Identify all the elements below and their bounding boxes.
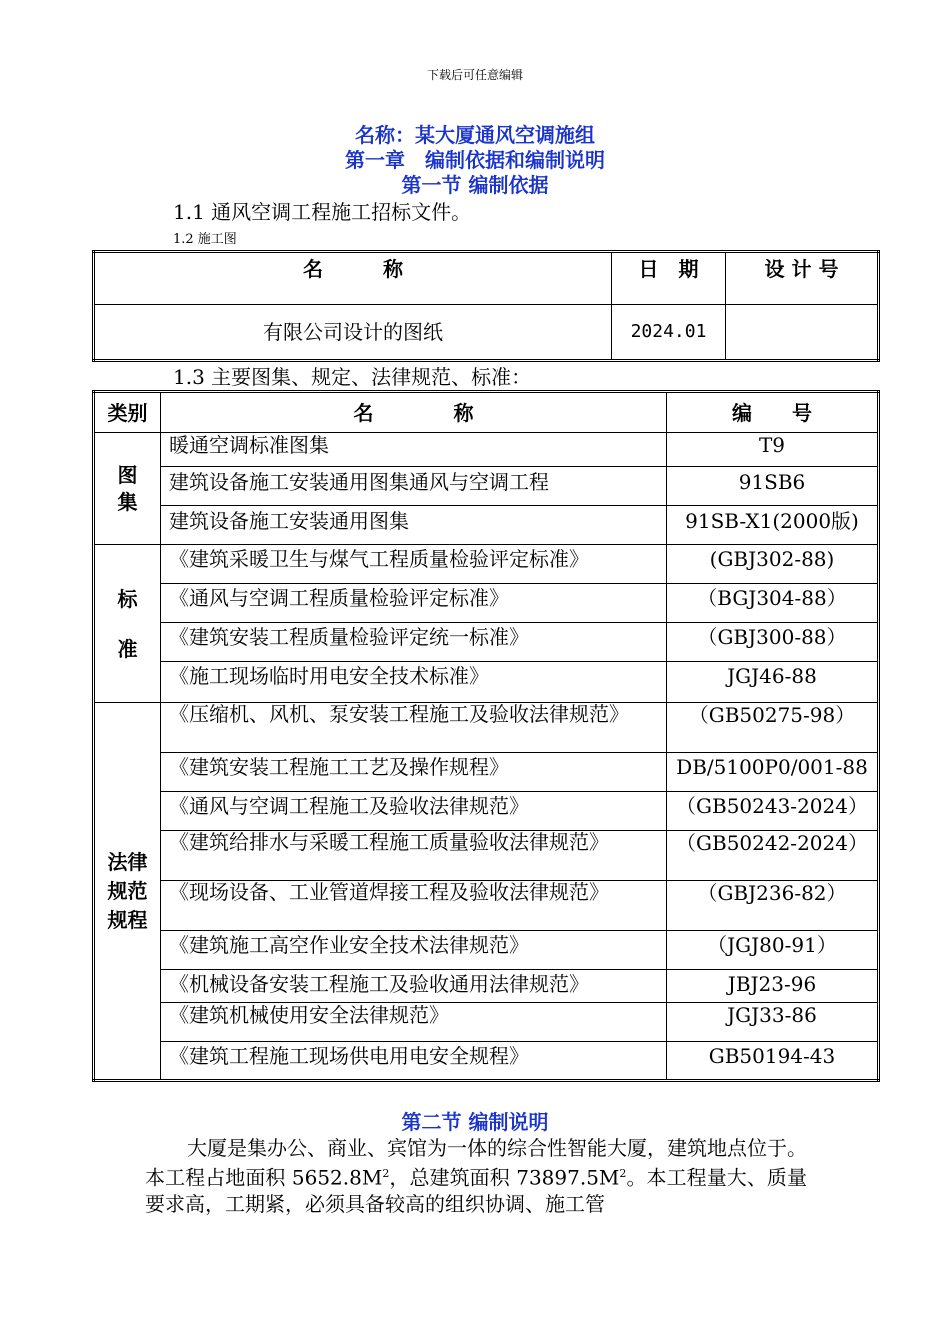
standard-number: （JGJ80-91） bbox=[667, 931, 879, 970]
standard-name: 《建筑工程施工现场供电用电安全规程》 bbox=[161, 1042, 667, 1081]
header-name: 名 称 bbox=[94, 252, 612, 305]
category-standard bbox=[94, 545, 161, 703]
standard-name: 建筑设备施工安装通用图集通风与空调工程 bbox=[161, 467, 667, 506]
standard-name: 暖通空调标准图集 bbox=[161, 433, 667, 467]
standard-name: 《机械设备安装工程施工及验收通用法律规范》 bbox=[161, 970, 667, 1003]
drawing-design-no bbox=[726, 305, 879, 361]
standards-table-header bbox=[94, 392, 879, 433]
standard-name: 《通风与空调工程施工及验收法律规范》 bbox=[161, 792, 667, 831]
header-category: 类别 bbox=[94, 392, 161, 433]
table-row bbox=[94, 506, 879, 545]
section-1-title: 第一节 编制依据 bbox=[401, 173, 549, 197]
category-label: 标准 bbox=[117, 586, 138, 661]
header-date: 日 期 bbox=[612, 252, 726, 305]
header-note: 下载后可任意编辑 bbox=[426, 68, 523, 82]
superscript-2: 2 bbox=[619, 1167, 627, 1180]
standard-name: 《建筑施工高空作业安全技术法律规范》 bbox=[161, 931, 667, 970]
header-number: 编 号 bbox=[667, 392, 879, 433]
header-name: 名 称 bbox=[161, 392, 667, 433]
table-row bbox=[94, 662, 879, 703]
standard-name: 建筑设备施工安装通用图集 bbox=[161, 506, 667, 545]
paragraph-text-c: 。本工程量大、质量要求高，工期紧，必须具备较高的组织协调、施工管 bbox=[145, 1165, 807, 1216]
item-1-1: 1.1 通风空调工程施工招标文件。 bbox=[173, 200, 472, 224]
drawings-table bbox=[92, 250, 880, 362]
table-row bbox=[94, 433, 879, 467]
table-row bbox=[94, 792, 879, 831]
item-1-3: 1.3 主要图集、规定、法律规范、标准： bbox=[173, 365, 532, 389]
standard-number: 91SB6 bbox=[667, 467, 879, 506]
standard-name: 《建筑采暖卫生与煤气工程质量检验评定标准》 bbox=[161, 545, 667, 584]
table-row bbox=[94, 467, 879, 506]
standard-name: 《建筑机械使用安全法律规范》 bbox=[161, 1003, 667, 1042]
table-row bbox=[94, 584, 879, 623]
drawings-table-header bbox=[94, 252, 879, 305]
table-row bbox=[94, 753, 879, 792]
standard-name: 《压缩机、风机、泵安装工程施工及验收法律规范》 bbox=[161, 703, 667, 753]
standard-name: 《通风与空调工程质量检验评定标准》 bbox=[161, 584, 667, 623]
category-law bbox=[94, 703, 161, 1081]
standard-name: 《建筑安装工程质量检验评定统一标准》 bbox=[161, 623, 667, 662]
category-atlas bbox=[94, 433, 161, 545]
standard-name: 《建筑给排水与采暖工程施工质量验收法律规范》 bbox=[161, 831, 667, 881]
standard-number: JGJ33-86 bbox=[667, 1003, 879, 1042]
standard-number: JBJ23-96 bbox=[667, 970, 879, 1003]
table-row bbox=[94, 970, 879, 1003]
standard-number: （GBJ300-88） bbox=[667, 623, 879, 662]
table-row bbox=[94, 831, 879, 881]
standards-table bbox=[92, 390, 880, 1082]
standard-name: 《施工现场临时用电安全技术标准》 bbox=[161, 662, 667, 703]
category-label: 图集 bbox=[117, 462, 138, 514]
table-row bbox=[94, 1003, 879, 1042]
standard-number: (GBJ302-88) bbox=[667, 545, 879, 584]
table-row bbox=[94, 1042, 879, 1081]
table-row bbox=[94, 881, 879, 931]
standard-name: 《建筑安装工程施工工艺及操作规程》 bbox=[161, 753, 667, 792]
table-row bbox=[94, 623, 879, 662]
standard-number: 91SB-X1(2000版) bbox=[667, 506, 879, 545]
drawing-name: 有限公司设计的图纸 bbox=[94, 305, 612, 361]
item-1-2: 1.2 施工图 bbox=[173, 232, 237, 247]
standard-number: （GB50275-98） bbox=[667, 703, 879, 753]
table-row bbox=[94, 545, 879, 584]
standard-number: GB50194-43 bbox=[667, 1042, 879, 1081]
standard-number: JGJ46-88 bbox=[667, 662, 879, 703]
table-row bbox=[94, 305, 879, 361]
header-design-no: 设 计 号 bbox=[726, 252, 879, 305]
superscript-1: 2 bbox=[382, 1167, 390, 1180]
standard-number: （BGJ304-88） bbox=[667, 584, 879, 623]
section-2-title: 第二节 编制说明 bbox=[401, 1110, 549, 1134]
standard-number: （GB50243-2024） bbox=[667, 792, 879, 831]
document-name-title: 名称：某大厦通风空调施组 bbox=[355, 123, 595, 147]
standard-number: （GB50242-2024） bbox=[667, 831, 879, 881]
chapter-title: 第一章 编制依据和编制说明 bbox=[345, 148, 605, 172]
paragraph-text-a: 大厦是集办公、商业、宾馆为一体的综合性智能大厦，建筑地点位于。本工程占地面积 5652.8M bbox=[145, 1136, 807, 1190]
standard-name: 《现场设备、工业管道焊接工程及验收法律规范》 bbox=[161, 881, 667, 931]
standard-number: （GBJ236-82） bbox=[667, 881, 879, 931]
standard-number: DB/5100P0/001-88 bbox=[667, 753, 879, 792]
drawing-date: 2024.01 bbox=[612, 305, 726, 361]
table-row bbox=[94, 931, 879, 970]
standard-number: T9 bbox=[667, 433, 879, 467]
category-label: 法律规范规程 bbox=[107, 849, 148, 932]
paragraph-text-b: ，总建筑面积 73897.5M bbox=[389, 1165, 620, 1190]
section-2-paragraph bbox=[145, 1135, 807, 1217]
table-row bbox=[94, 703, 879, 753]
